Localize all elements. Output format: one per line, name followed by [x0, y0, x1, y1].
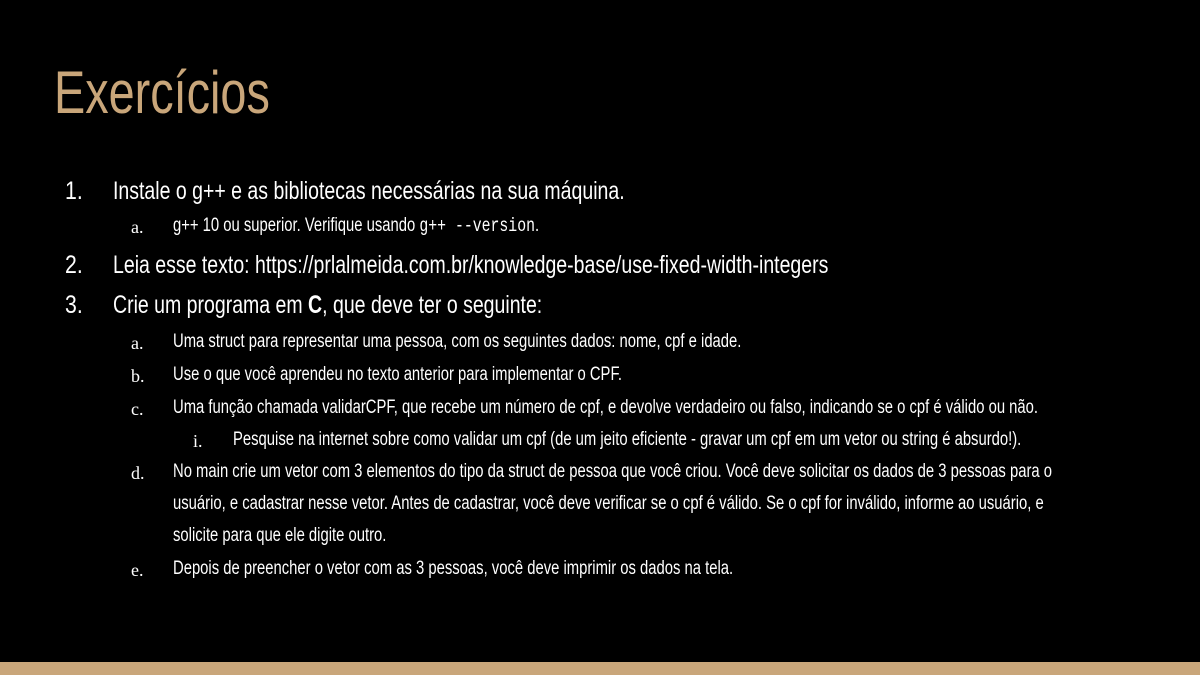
sub-list-marker: c.: [131, 399, 144, 419]
sub-list-marker: a.: [131, 217, 144, 237]
sub-list-item-text: Use o que você aprendeu no texto anterior para implementar o CPF.: [173, 364, 622, 385]
list-marker: 1.: [65, 177, 83, 205]
sub-list-item-text: usuário, e cadastrar nesse vetor. Antes de cadastrar, você deve verificar se o cpf é válido. Se o cpf for inválido, informe ao usuário, e: [173, 493, 1044, 514]
list-item-text: Leia esse texto: https://prlalmeida.com.br/knowledge-base/use-fixed-width-integers: [113, 251, 829, 279]
list-marker: 2.: [65, 251, 83, 279]
sub-sub-list-item-text: Pesquise na internet sobre como validar um cpf (de um jeito eficiente - gravar um cpf em um vetor ou string é absurdo!).: [233, 429, 1022, 450]
bottom-accent-bar: [0, 662, 1200, 675]
sub-list-item-text: Uma função chamada validarCPF, que recebe um número de cpf, e devolve verdadeiro ou falso, indicando se o cpf é válido ou não.: [173, 397, 1039, 418]
text-segment: .: [534, 215, 540, 236]
list-item-text: [113, 291, 542, 320]
sub-sub-list-marker: i.: [193, 431, 203, 451]
text-segment: g++ 10 ou superior. Verifique usando: [173, 215, 420, 236]
list-item-text: Instale o g++ e as bibliotecas necessárias na sua máquina.: [113, 177, 625, 205]
sub-list-item-text: [173, 215, 539, 237]
sub-list-item-text: solicite para que ele digite outro.: [173, 525, 387, 546]
sub-list-marker: b.: [131, 366, 145, 386]
sub-list-marker: d.: [131, 463, 145, 483]
sub-list-item-text: No main crie um vetor com 3 elementos do tipo da struct de pessoa que você criou. Você deve solicitar os dados de 3 pessoas para o: [173, 461, 1052, 482]
bold-text: C: [308, 291, 323, 319]
slide-title: Exercícios: [54, 59, 270, 126]
text-segment: Crie um programa em: [113, 291, 309, 319]
text-segment: , que deve ter o seguinte:: [322, 291, 543, 319]
sub-list-item-text: Uma struct para representar uma pessoa, com os seguintes dados: nome, cpf e idade.: [173, 331, 742, 352]
list-marker: 3.: [65, 291, 83, 319]
sub-list-marker: a.: [131, 333, 144, 353]
code-snippet: g++ --version: [419, 215, 535, 237]
sub-list-marker: e.: [131, 560, 144, 580]
sub-list-item-text: Depois de preencher o vetor com as 3 pessoas, você deve imprimir os dados na tela.: [173, 558, 734, 579]
